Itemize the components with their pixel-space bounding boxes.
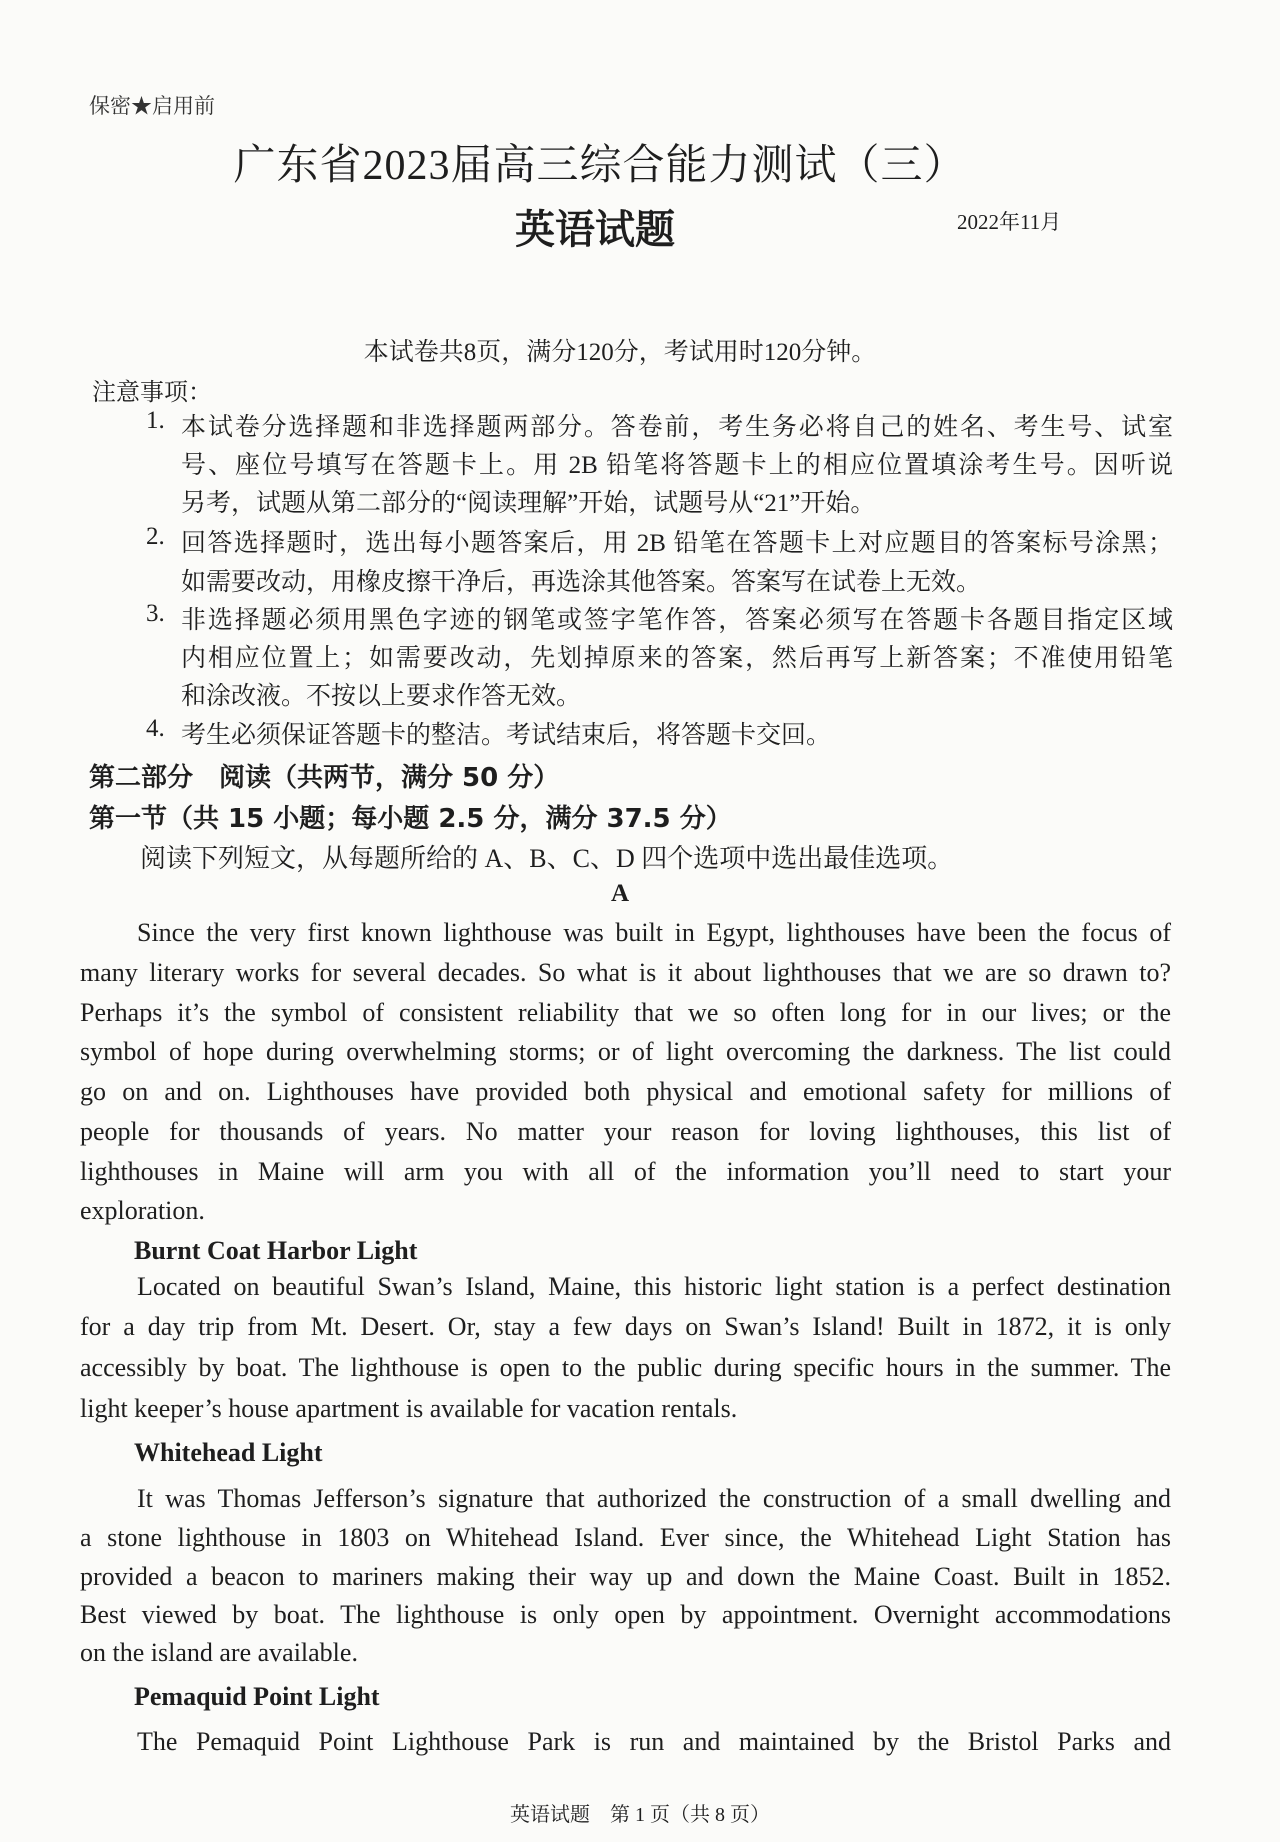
passage-line: lighthouses in Maine will arm you with all of the information you’ll need to start your (80, 1157, 1171, 1186)
passage-letter: A (610, 880, 630, 907)
confidential-mark: 保密★启用前 (89, 94, 215, 118)
passage-line: exploration. (80, 1196, 205, 1225)
notice-item-number: 4. (146, 715, 165, 742)
passage-line: Best viewed by boat. The lighthouse is only open by appointment. Overnight accommodations (80, 1600, 1171, 1629)
notice-item-line: 如需要改动，用橡皮擦干净后，再选涂其他答案。答案写在试卷上无效。 (181, 569, 982, 596)
notice-item-number: 3. (146, 600, 165, 627)
passage-line: people for thousands of years. No matter your reason for loving lighthouses, this list of (80, 1117, 1171, 1146)
passage-line: light keeper’s house apartment is available for vacation rentals. (80, 1394, 738, 1423)
part-heading: 第二部分 阅读（共两节，满分 50 分） (89, 763, 560, 793)
notice-item-line: 本试卷分选择题和非选择题两部分。答卷前，考生务必将自己的姓名、考生号、试室 (181, 414, 1173, 441)
exam-title: 广东省2023届高三综合能力测试（三） (233, 143, 967, 189)
passage-line: a stone lighthouse in 1803 on Whitehead Island. Ever since, the Whitehead Light Station has (80, 1523, 1171, 1552)
lighthouse-heading: Pemaquid Point Light (134, 1682, 380, 1711)
exam-subtitle: 英语试题 (515, 207, 675, 252)
notice-item-line: 非选择题必须用黑色字迹的钢笔或签字笔作答，答案必须写在答题卡各题目指定区域 (181, 607, 1173, 634)
notice-item-number: 2. (146, 523, 165, 550)
lighthouse-heading: Whitehead Light (134, 1438, 323, 1467)
notice-item-line: 号、座位号填写在答题卡上。用 2B 铅笔将答题卡上的相应位置填涂考生号。因听说 (181, 452, 1173, 479)
notice-item-line: 回答选择题时，选出每小题答案后，用 2B 铅笔在答题卡上对应题目的答案标号涂黑； (181, 530, 1173, 557)
page-footer: 英语试题 第 1 页（共 8 页） (510, 1804, 770, 1826)
notice-item-line: 内相应位置上；如需要改动，先划掉原来的答案，然后再写上新答案；不准使用铅笔 (181, 645, 1173, 672)
passage-line: Since the very first known lighthouse was built in Egypt, lighthouses have been the focus of (137, 918, 1171, 947)
passage-line: on the island are available. (80, 1638, 358, 1667)
notice-item-line: 和涂改液。不按以上要求作答无效。 (181, 683, 582, 710)
notice-label: 注意事项： (92, 380, 212, 406)
passage-line: accessibly by boat. The lighthouse is open to the public during specific hours in the summer. The (80, 1353, 1171, 1382)
notice-item-number: 1. (146, 407, 165, 434)
exam-date: 2022年11月 (957, 210, 1062, 234)
passage-line: provided a beacon to mariners making their way up and down the Maine Coast. Built in 1852. (80, 1562, 1171, 1591)
passage-line: It was Thomas Jefferson’s signature that authorized the construction of a small dwelling and (137, 1484, 1171, 1513)
passage-line: go on and on. Lighthouses have provided both physical and emotional safety for millions of (80, 1077, 1171, 1106)
notice-item-line: 考生必须保证答题卡的整洁。考试结束后，将答题卡交回。 (181, 722, 832, 749)
passage-line: for a day trip from Mt. Desert. Or, stay a few days on Swan’s Island! Built in 1872, it is only (80, 1312, 1171, 1341)
notice-item-line: 另考，试题从第二部分的“阅读理解”开始，试题号从“21”开始。 (181, 490, 876, 517)
instruction: 阅读下列短文，从每题所给的 A、B、C、D 四个选项中选出最佳选项。 (140, 844, 954, 873)
exam-info: 本试卷共8页，满分120分，考试用时120分钟。 (363, 339, 877, 366)
passage-line: many literary works for several decades. So what is it about lighthouses that we are so drawn to? (80, 958, 1171, 987)
passage-line: Perhaps it’s the symbol of consistent reliability that we so often long for in our lives; or the (80, 998, 1171, 1027)
passage-line: Located on beautiful Swan’s Island, Maine, this historic light station is a perfect destination (137, 1272, 1171, 1301)
passage-line: symbol of hope during overwhelming storms; or of light overcoming the darkness. The list could (80, 1037, 1171, 1066)
passage-line: The Pemaquid Point Lighthouse Park is run and maintained by the Bristol Parks and (137, 1727, 1171, 1756)
section-heading: 第一节（共 15 小题；每小题 2.5 分，满分 37.5 分） (89, 804, 732, 834)
lighthouse-heading: Burnt Coat Harbor Light (134, 1236, 418, 1265)
